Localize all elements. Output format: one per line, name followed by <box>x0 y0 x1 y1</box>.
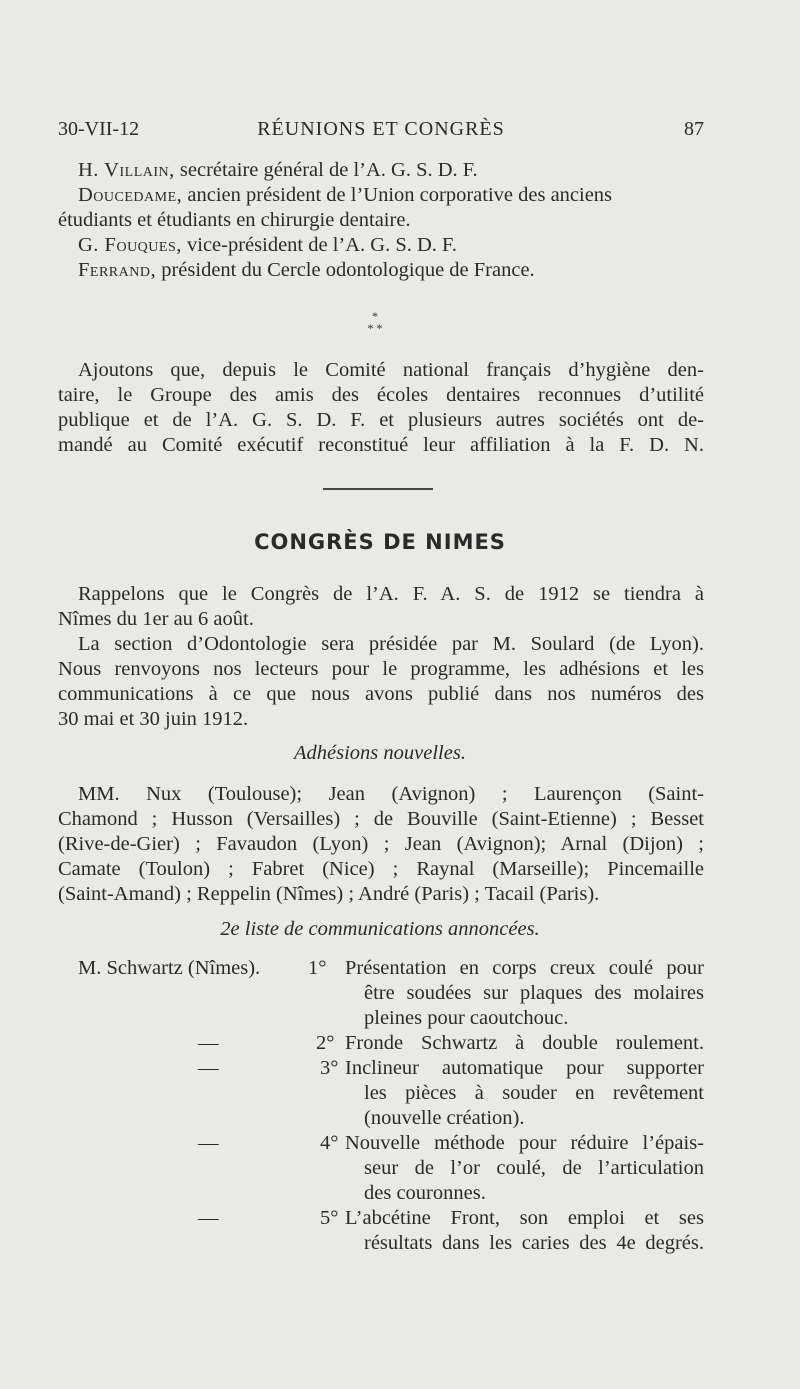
text-line: seur de l’or coulé, de l’articulation <box>364 1157 704 1179</box>
communication-author: M. Schwartz (Nîmes). <box>78 957 261 979</box>
item-number: 2° <box>316 1032 335 1054</box>
paragraph-affiliation <box>58 358 704 458</box>
text-line: Nîmes du 1er au 6 août. <box>58 608 254 630</box>
ditto-dash: — <box>198 1032 219 1054</box>
page-header <box>58 118 704 148</box>
text-line: (Rive-de-Gier) ; Favaudon (Lyon) ; Jean (Avignon); Arnal (Dijon) ; <box>58 833 704 855</box>
member-line: étudiants et étudiants en chirurgie dentaire. <box>58 209 411 231</box>
members-list <box>58 158 704 283</box>
text-line: (nouvelle création). <box>364 1107 525 1129</box>
text-line: Rappelons que le Congrès de l’A. F. A. S. de 1912 se tiendra à <box>78 583 704 605</box>
text-line: les pièces à souder en revêtement <box>364 1082 704 1104</box>
text-line: communications à ce que nous avons publié dans nos numéros des <box>58 683 704 705</box>
header-date: 30-VII-12 <box>58 118 140 140</box>
text-line: Nous renvoyons nos lecteurs pour le programme, les adhésions et les <box>58 658 704 680</box>
text-line: être soudées sur plaques des molaires <box>364 982 704 1004</box>
text-line: résultats dans les caries des 4e degrés. <box>364 1232 704 1254</box>
text-line: L’abcétine Front, son emploi et ses <box>345 1207 704 1229</box>
text-line: mandé au Comité exécutif reconstitué leur affiliation à la F. D. N. <box>58 434 704 456</box>
ditto-dash: — <box>198 1057 219 1079</box>
asterism: * * * <box>367 309 383 335</box>
text-line: pleines pour caoutchouc. <box>364 1007 569 1029</box>
paragraph-congress <box>58 582 704 732</box>
adhesions-heading: Adhésions nouvelles. <box>294 742 466 764</box>
item-number: 5° <box>320 1207 339 1229</box>
text-line: Inclineur automatique pour supporter <box>345 1057 704 1079</box>
header-title: RÉUNIONS ET CONGRÈS <box>257 118 505 140</box>
text-line: Fronde Schwartz à double roulement. <box>345 1032 704 1054</box>
communications-heading: 2e liste de communications annoncées. <box>220 918 540 940</box>
item-number: 4° <box>320 1132 339 1154</box>
ditto-dash: — <box>198 1132 219 1154</box>
ditto-dash: — <box>198 1207 219 1229</box>
text-line: 30 mai et 30 juin 1912. <box>58 708 249 730</box>
text-line: (Saint-Amand) ; Reppelin (Nîmes) ; André (Paris) ; Tacail (Paris). <box>58 883 600 905</box>
section-divider <box>323 488 433 490</box>
item-number: 1° <box>308 957 327 979</box>
text-line: Chamond ; Husson (Versailles) ; de Bouville (Saint-Etienne) ; Besset <box>58 808 704 830</box>
text-line: Nouvelle méthode pour réduire l’épais- <box>345 1132 704 1154</box>
text-line: Présentation en corps creux coulé pour <box>345 957 704 979</box>
adhesions-list <box>58 782 704 907</box>
text-line: publique et de l’A. G. S. D. F. et plusieurs autres sociétés ont de- <box>58 409 704 431</box>
text-line: Ajoutons que, depuis le Comité national français d’hygiène den- <box>78 359 704 381</box>
text-line: La section d’Odontologie sera présidée par M. Soulard (de Lyon). <box>78 633 704 655</box>
text-line: MM. Nux (Toulouse); Jean (Avignon) ; Laurençon (Saint- <box>78 783 704 805</box>
text-line: des couronnes. <box>364 1182 486 1204</box>
page-number: 87 <box>684 118 704 140</box>
member-line: H. Villain, secrétaire général de l’A. G. S. D. F. <box>78 159 478 181</box>
member-line: G. Fouques, vice-président de l’A. G. S. D. F. <box>78 234 457 256</box>
member-line: Doucedame, ancien président de l’Union corporative des anciens <box>78 184 613 206</box>
text-line: taire, le Groupe des amis des écoles dentaires reconnues d’utilité <box>58 384 704 406</box>
section-title: CONGRÈS DE NIMES <box>254 530 506 554</box>
member-line: Ferrand, président du Cercle odontologique de France. <box>78 259 535 281</box>
item-number: 3° <box>320 1057 339 1079</box>
text-line: Camate (Toulon) ; Fabret (Nice) ; Raynal (Marseille); Pincemaille <box>58 858 704 880</box>
